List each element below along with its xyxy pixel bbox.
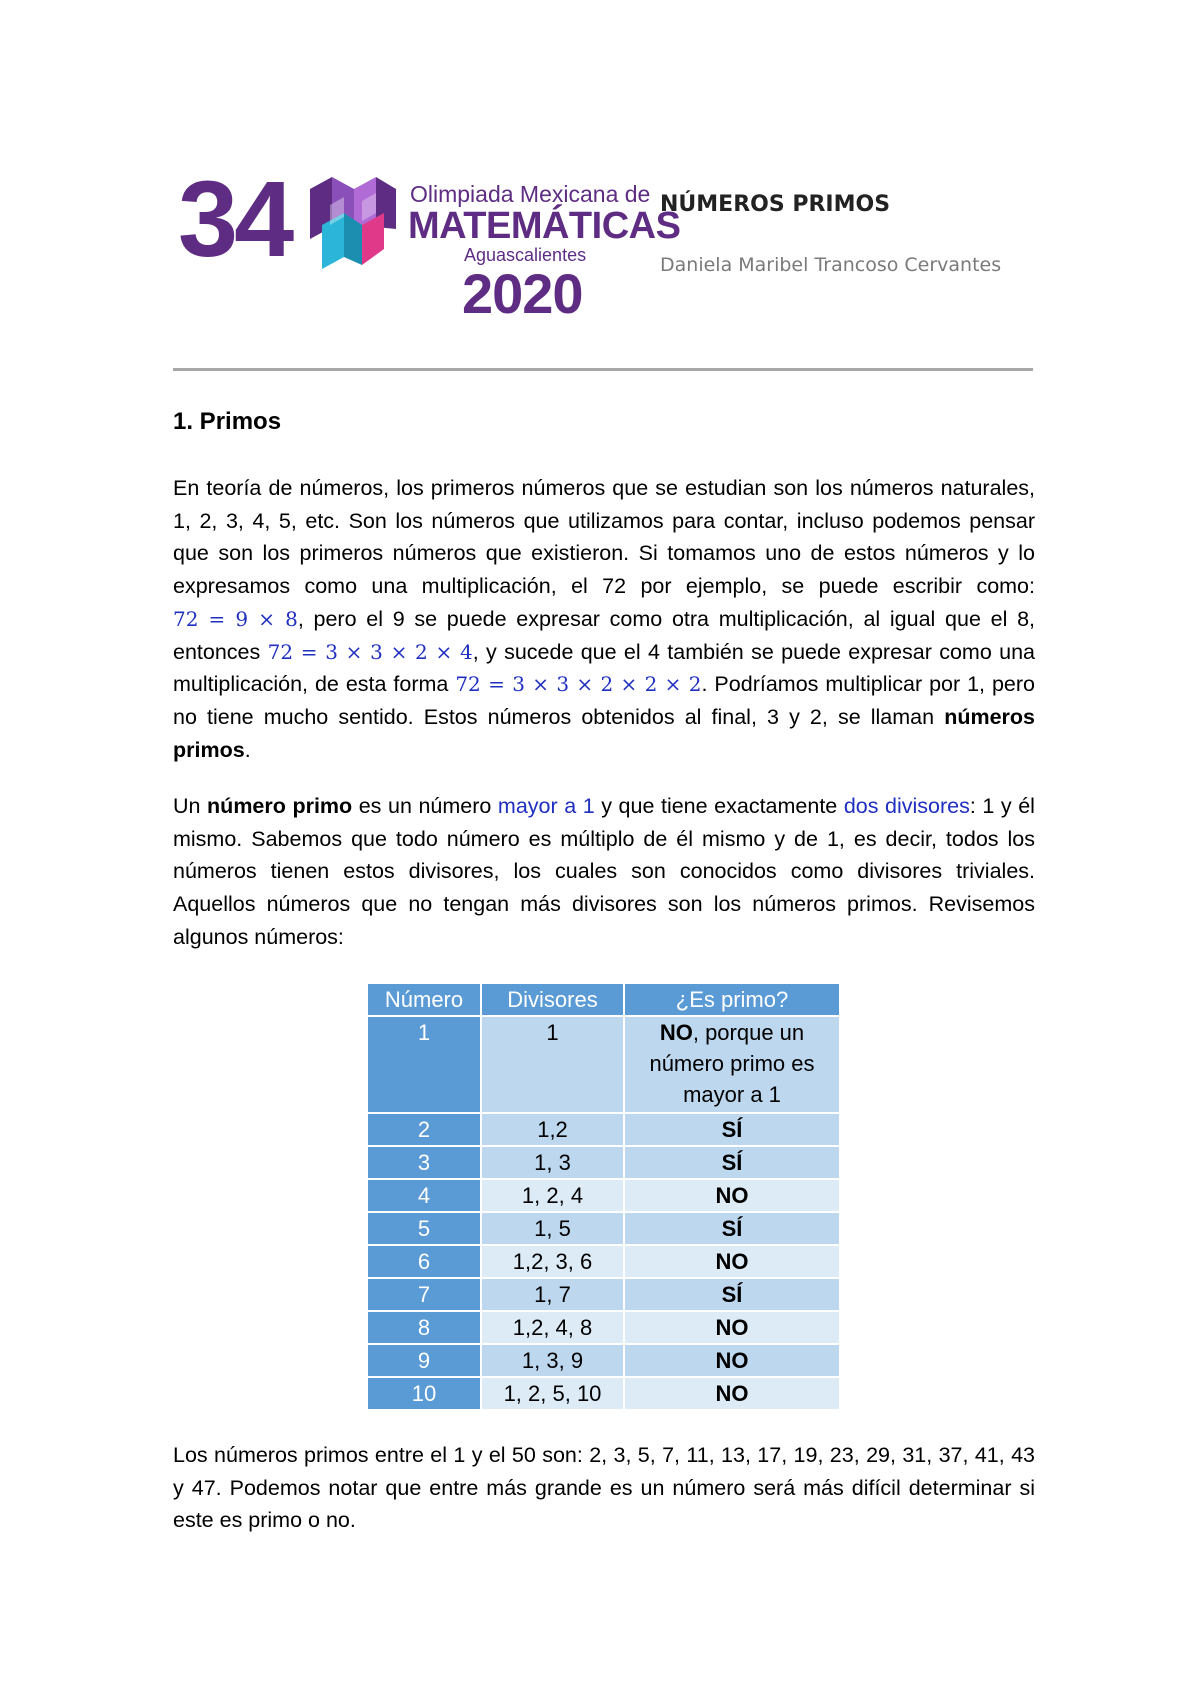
- cell-divisores: 1,2: [482, 1114, 623, 1145]
- cell-numero: 10: [368, 1378, 480, 1409]
- cell-numero: 1: [368, 1017, 480, 1112]
- definition-text-2: es un número: [352, 794, 498, 818]
- table-row: [368, 1147, 839, 1178]
- cell-numero: 5: [368, 1213, 480, 1244]
- logo-line-olimpiada: Olimpiada Mexicana de: [410, 181, 651, 207]
- definition-text-4: : 1 y él mismo. Sabemos que todo número es múltiplo de él mismo y de 1, es decir, todos los números tienen estos divisores, los cuales son conocidos como divisores triviales. Aquellos números que no tengan más divisores son los números primos. Revisemos algunos números:: [173, 794, 1035, 949]
- document-author: Daniela Maribel Trancoso Cervantes: [660, 254, 1002, 276]
- cell-es-primo: NO: [625, 1345, 839, 1376]
- intro-text-3: , y sucede que el 4 también se puede expresar como una multiplicación, de esta forma: [173, 639, 1035, 697]
- table-row: [368, 1213, 839, 1244]
- cell-divisores: 1,2, 4, 8: [482, 1312, 623, 1343]
- cell-numero: 8: [368, 1312, 480, 1343]
- cell-es-primo-answer: NO: [659, 1020, 693, 1045]
- cell-divisores: 1, 3, 9: [482, 1345, 623, 1376]
- table-row: [368, 1312, 839, 1343]
- closing-paragraph: Los números primos entre el 1 y el 50 son: 2, 3, 5, 7, 11, 13, 17, 19, 23, 29, 31, 37, 41, 43 y 47. Podemos notar que entre más grande es un número será más difícil determinar si este es primo o no.: [173, 1443, 1035, 1533]
- table-row: [368, 1017, 839, 1112]
- cell-divisores: 1, 5: [482, 1213, 623, 1244]
- definition-text-3: y que tiene exactamente: [594, 794, 844, 818]
- cell-numero: 6: [368, 1246, 480, 1277]
- olympiad-logo: [178, 158, 681, 325]
- logo-line-matematicas: MATEMÁTICAS: [408, 205, 681, 247]
- intro-paragraph: [173, 472, 1035, 766]
- header-divisores: Divisores: [482, 984, 623, 1015]
- intro-text-2: , pero el 9 se puede expresar como otra multiplicación, al igual que el 8, entonces: [173, 606, 1035, 664]
- logo-line-aguascalientes: Aguascalientes: [464, 245, 587, 265]
- cell-es-primo: SÍ: [625, 1114, 839, 1145]
- math-72-3x3x2x2x2: 72 = 3 × 3 × 2 × 2 × 2: [455, 672, 702, 697]
- cell-numero: 4: [368, 1180, 480, 1211]
- cell-es-primo: NO: [625, 1246, 839, 1277]
- table-header-row: [368, 984, 839, 1015]
- cell-numero: 3: [368, 1147, 480, 1178]
- definition-paragraph: [173, 790, 1035, 954]
- document-title: NÚMEROS PRIMOS: [660, 192, 891, 217]
- omm-cube-logo-icon: [300, 169, 400, 269]
- cell-es-primo: NO: [625, 1180, 839, 1211]
- math-72-9x8: 72 = 9 × 8: [173, 606, 298, 631]
- definition-text-1: Un: [173, 794, 208, 818]
- logo-number: 34: [178, 158, 291, 279]
- cell-es-primo-note: , porque un número primo es mayor a 1: [649, 1020, 815, 1107]
- cell-es-primo: SÍ: [625, 1279, 839, 1310]
- table-row: [368, 1114, 839, 1145]
- cell-divisores: 1, 7: [482, 1279, 623, 1310]
- cell-es-primo: NO: [625, 1378, 839, 1409]
- header-numero: Número: [368, 984, 480, 1015]
- cell-divisores: 1: [482, 1017, 623, 1112]
- cell-numero: 9: [368, 1345, 480, 1376]
- table-row: [368, 1246, 839, 1277]
- cell-es-primo: SÍ: [625, 1147, 839, 1178]
- header-es-primo: ¿Es primo?: [625, 984, 839, 1015]
- cell-es-primo: NO: [625, 1312, 839, 1343]
- primes-table: [366, 982, 841, 1411]
- cell-divisores: 1,2, 3, 6: [482, 1246, 623, 1277]
- definition-highlight-mayor: mayor a 1: [497, 794, 595, 818]
- math-72-3x3x2x4: 72 = 3 × 3 × 2 × 4: [267, 639, 473, 664]
- intro-bold-term: números primos: [173, 704, 1035, 762]
- logo-year: 2020: [462, 262, 583, 325]
- cell-divisores: 1, 2, 5, 10: [482, 1378, 623, 1409]
- table-row: [368, 1180, 839, 1211]
- intro-text-4: . Podríamos multiplicar por 1, pero no tiene mucho sentido. Estos números obtenidos al final, 3 y 2, se llaman: [173, 672, 1035, 729]
- cell-es-primo: [625, 1017, 839, 1112]
- table-row: [368, 1345, 839, 1376]
- section-heading: 1. Primos: [173, 408, 282, 435]
- intro-text-1: En teoría de números, los primeros números que se estudian son los números naturales, 1, 2, 3, 4, 5, etc. Son los números que utilizamos para contar, incluso podemos pensar que son los primeros números que existieron. Si tomamos uno de estos números y lo expresamos como una multiplicación, el 72 por ejemplo, se puede escribir como:: [173, 476, 1035, 599]
- definition-bold-term: número primo: [207, 794, 353, 818]
- cell-divisores: 1, 3: [482, 1147, 623, 1178]
- definition-highlight-divisores: dos divisores: [843, 794, 970, 818]
- table-row: [368, 1279, 839, 1310]
- intro-text-5: .: [244, 737, 251, 762]
- cell-numero: 2: [368, 1114, 480, 1145]
- header-divider: [173, 368, 1033, 371]
- cell-es-primo: SÍ: [625, 1213, 839, 1244]
- table-row: [368, 1378, 839, 1409]
- cell-numero: 7: [368, 1279, 480, 1310]
- cell-divisores: 1, 2, 4: [482, 1180, 623, 1211]
